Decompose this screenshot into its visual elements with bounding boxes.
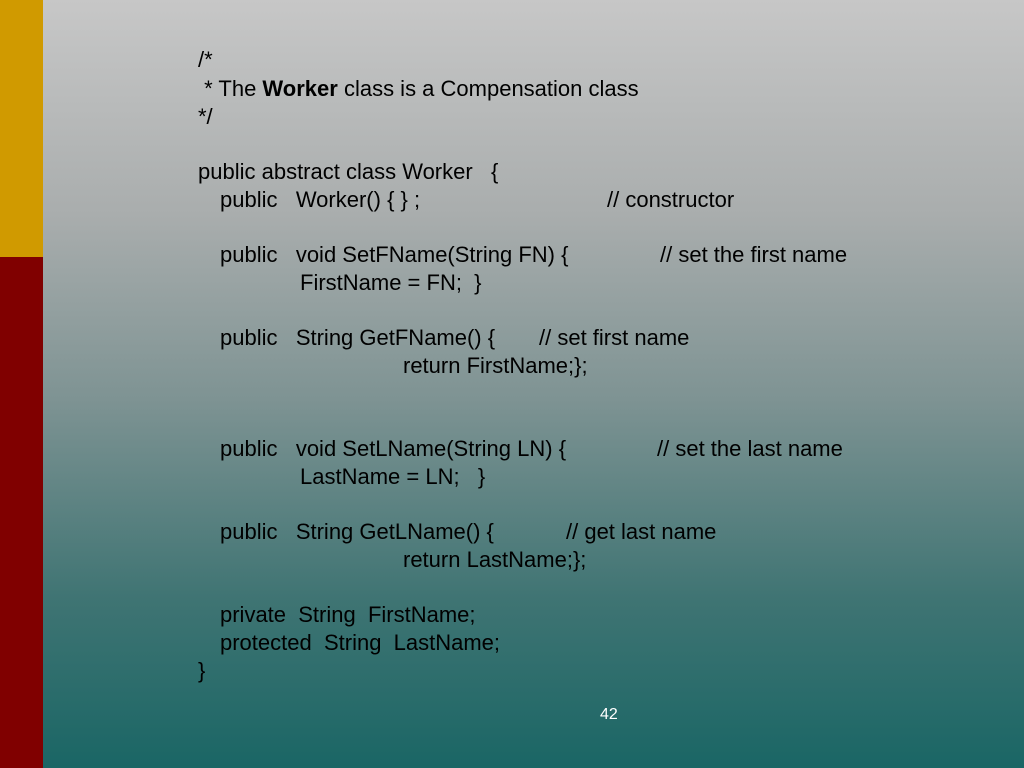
constructor-comment: // constructor: [607, 187, 735, 212]
getlname-comment: // get last name: [566, 519, 717, 544]
decorative-gold-bar: [0, 0, 43, 257]
getfname-body: return FirstName;};: [403, 353, 588, 378]
getlname-body: return LastName;};: [403, 547, 587, 572]
getfname-line: public String GetFName() {: [220, 325, 496, 350]
setfname-body: FirstName = FN; }: [300, 270, 482, 295]
class-declaration: public abstract class Worker {: [198, 159, 499, 184]
setfname-comment: // set the first name: [660, 242, 848, 267]
setlname-line: public void SetLName(String LN) {: [220, 436, 567, 461]
decorative-red-bar: [0, 257, 43, 768]
comment-text-end: class is a Compensation class: [337, 76, 639, 101]
setlname-comment: // set the last name: [657, 436, 843, 461]
setlname-body: LastName = LN; }: [300, 464, 486, 489]
firstname-field: private String FirstName;: [220, 602, 476, 627]
class-close-brace: }: [198, 658, 206, 683]
getfname-comment: // set first name: [539, 325, 690, 350]
getlname-line: public String GetLName() {: [220, 519, 494, 544]
constructor-line: public Worker() { } ;: [220, 187, 421, 212]
comment-open: /*: [198, 47, 213, 72]
comment-class-name: Worker: [262, 76, 338, 101]
lastname-field: protected String LastName;: [220, 630, 501, 655]
slide-number: 42: [600, 706, 618, 723]
comment-close: */: [198, 104, 213, 129]
comment-text-start: * The: [198, 76, 263, 101]
comment-description: [198, 76, 639, 102]
setfname-line: public void SetFName(String FN) {: [220, 242, 569, 267]
